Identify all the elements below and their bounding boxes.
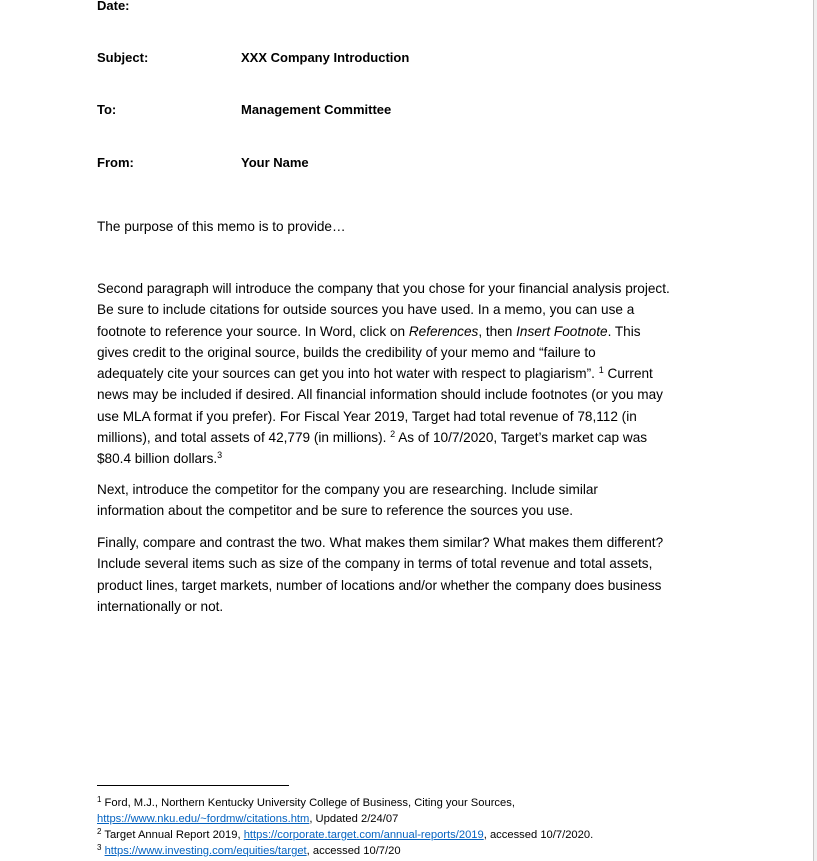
from-label: From:: [97, 155, 134, 170]
paragraph-company: [97, 278, 727, 470]
to-value: Management Committee: [241, 102, 392, 117]
footnote-number: 1: [97, 795, 102, 804]
footnote-2: $^2$ Target Annual Report 2019, https://corporate.target.com/annual-reports/2019, accessed 10/7/2020.: [97, 827, 594, 841]
intro-line: The purpose of this memo is to provide…: [97, 219, 346, 234]
footnote-1: $^1$ Ford, M.J., Northern Kentucky University College of Business, Citing your Sources,: [97, 795, 515, 809]
paragraph-line: use MLA format if you prefer). For Fiscal Year 2019, Target had total revenue of 78,112 (in: [97, 408, 637, 424]
references-term: References: [408, 323, 479, 339]
paragraph-line: millions), and total assets of 42,779 (in millions). $^2$ As of 10/7/2020, Target’s market cap was: [97, 429, 648, 446]
date-label: Date:: [97, 0, 130, 13]
from-value: Your Name: [241, 155, 309, 170]
paragraph-line: Finally, compare and contrast the two. What makes them similar? What makes them different?: [97, 535, 664, 550]
footnote-1-link[interactable]: https://www.nku.edu/~fordmw/citations.htm: [97, 813, 310, 825]
footnote-ref-1[interactable]: 1: [598, 365, 604, 376]
paragraph-compare: [97, 532, 727, 617]
paragraph-line: gives credit to the original source, builds the credibility of your memo and “failure to: [97, 344, 596, 360]
footnote-3-link[interactable]: https://www.investing.com/equities/target: [104, 845, 307, 857]
paragraph-line: internationally or not.: [97, 598, 224, 614]
footnote-3: $^3$ https://www.investing.com/equities/target, accessed 10/7/20: [97, 843, 401, 857]
insert-footnote-term: Insert Footnote: [516, 323, 608, 339]
paragraph-line: Be sure to include citations for outside sources you have used. In a memo, you can use a: [97, 302, 635, 318]
paragraph-line: news may be included if desired. All financial information should include footnotes (or you may: [97, 387, 663, 403]
subject-label: Subject:: [97, 50, 149, 65]
paragraph-line: Second paragraph will introduce the company that you chose for your financial analysis project.: [97, 281, 670, 296]
paragraph-competitor: [97, 479, 727, 522]
footnotes-section: [97, 795, 737, 859]
footnote-ref-2[interactable]: 2: [390, 429, 396, 440]
paragraph-line: footnote to reference your source. In Word, click on References, then Insert Footnote. This: [97, 323, 641, 339]
paragraph-line: Next, introduce the competitor for the company you are researching. Include similar: [97, 482, 598, 497]
subject-value: XXX Company Introduction: [241, 50, 410, 65]
paragraph-line: Include several items such as size of the company in terms of total revenue and total assets,: [97, 556, 653, 572]
footnote-separator: [97, 785, 289, 786]
footnote-ref-3[interactable]: 3: [217, 450, 223, 461]
to-label: To:: [97, 102, 117, 117]
footnote-1-continued: https://www.nku.edu/~fordmw/citations.htm, Updated 2/24/07: [97, 813, 399, 825]
paragraph-line: adequately cite your sources can get you into hot water with respect to plagiarism”. $^1$ Current: [97, 365, 653, 382]
paragraph-line: $80.4 billion dollars.$^3$: [97, 450, 223, 467]
paragraph-line: information about the competitor and be sure to reference the sources you use.: [97, 503, 574, 519]
intro-paragraph: [97, 216, 727, 237]
footnote-number: 2: [97, 827, 102, 836]
paragraph-line: product lines, target markets, number of locations and/or whether the company does business: [97, 577, 662, 593]
footnote-2-link[interactable]: https://corporate.target.com/annual-reports/2019: [243, 829, 484, 841]
footnote-number: 3: [97, 843, 102, 852]
